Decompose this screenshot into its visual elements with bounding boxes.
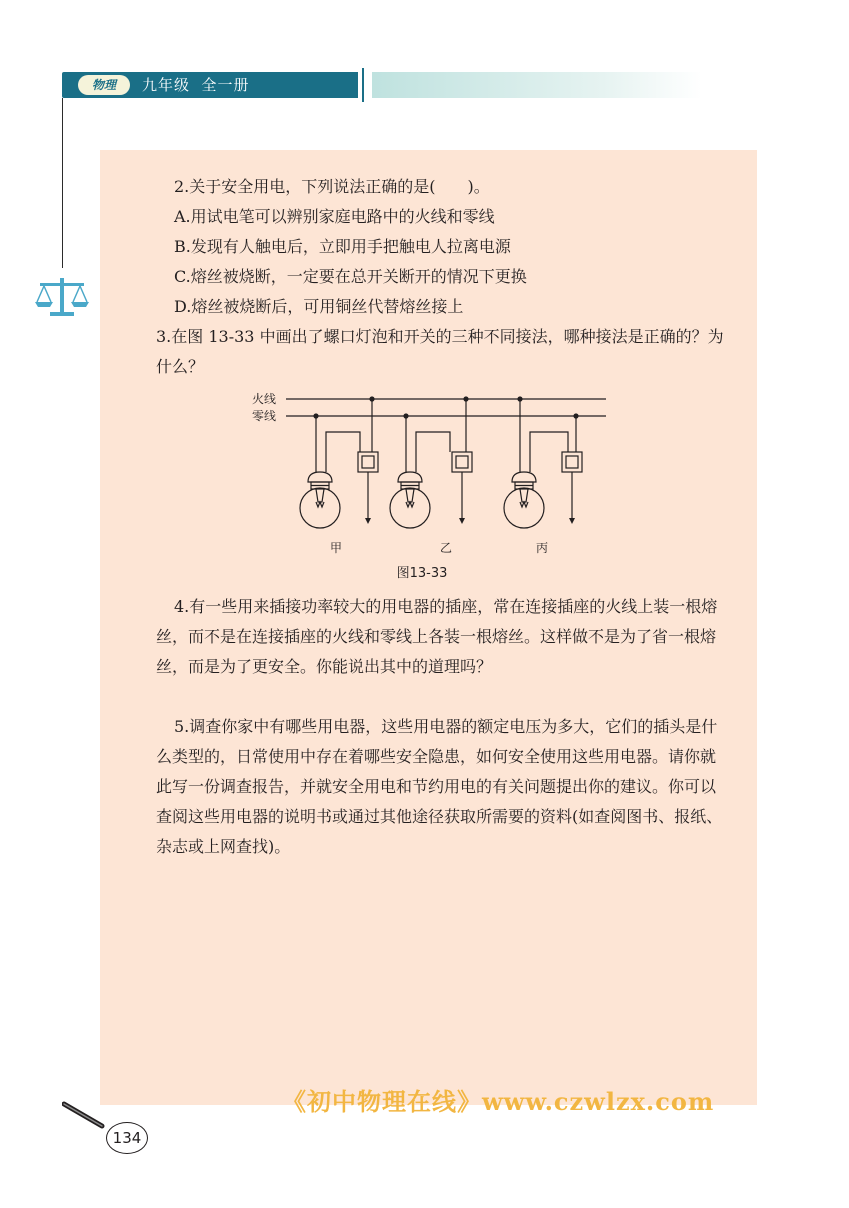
bulb-icon [300,472,340,528]
bulb-icon [504,472,544,528]
question-2-stem: 2.关于安全用电，下列说法正确的是( )。 [174,177,490,196]
watermark: 《初中物理在线》www.czwlzx.com [282,1087,715,1116]
book-title: 九年级 全一册 [142,76,250,94]
variant-label-bing: 丙 [536,541,549,555]
question-2-option-b: B.发现有人触电后，立即用手把触电人拉离电源 [174,237,511,256]
question-2-option-d: D.熔丝被烧断后，可用铜丝代替熔丝接上 [174,297,464,316]
question-3-stem: 3.在图 13-33 中画出了螺口灯泡和开关的三种不同接法，哪种接法是正确的？为什么？ [156,327,724,376]
header-band [372,72,702,98]
header-divider [362,68,364,102]
page-header [62,72,358,98]
question-5-stem: 5.调查你家中有哪些用电器，这些用电器的额定电压为多大，它们的插头是什么类型的，日常使用中存在着哪些安全隐患，如何安全使用这些用电器。请你就此写一份调查报告，并就安全用电和节约用电的有关问题提出你的建议。你可以查阅这些用电器的说明书或通过其他途径获取所需要的资料(如查阅图书、报纸、杂志或上网查找)。 [156,717,723,856]
question-2-option-a: A.用试电笔可以辨别家庭电路中的火线和零线 [174,207,495,226]
question-4-stem: 4.有一些用来插接功率较大的用电器的插座，常在连接插座的火线上装一根熔丝，而不是在连接插座的火线和零线上各装一根熔丝。这样做不是为了省一根熔丝，而是为了更安全。你能说出其中的道理吗？ [156,597,718,676]
page-number: 134 [106,1122,148,1154]
subject-logo: 物理 [78,75,130,95]
content-panel [100,150,757,1105]
question-2-option-c: C.熔丝被烧断，一定要在总开关断开的情况下更换 [174,267,527,286]
magnifier-icon [62,1100,112,1140]
neutral-wire-label: 零线 [252,409,277,423]
circuit-figure [250,390,610,560]
figure-caption: 图13-33 [396,566,448,581]
scale-icon [34,276,90,318]
live-wire-label: 火线 [252,392,277,406]
variant-label-yi: 乙 [440,541,453,555]
variant-label-jia: 甲 [330,541,343,555]
bulb-icon [390,472,430,528]
margin-line [62,98,63,268]
